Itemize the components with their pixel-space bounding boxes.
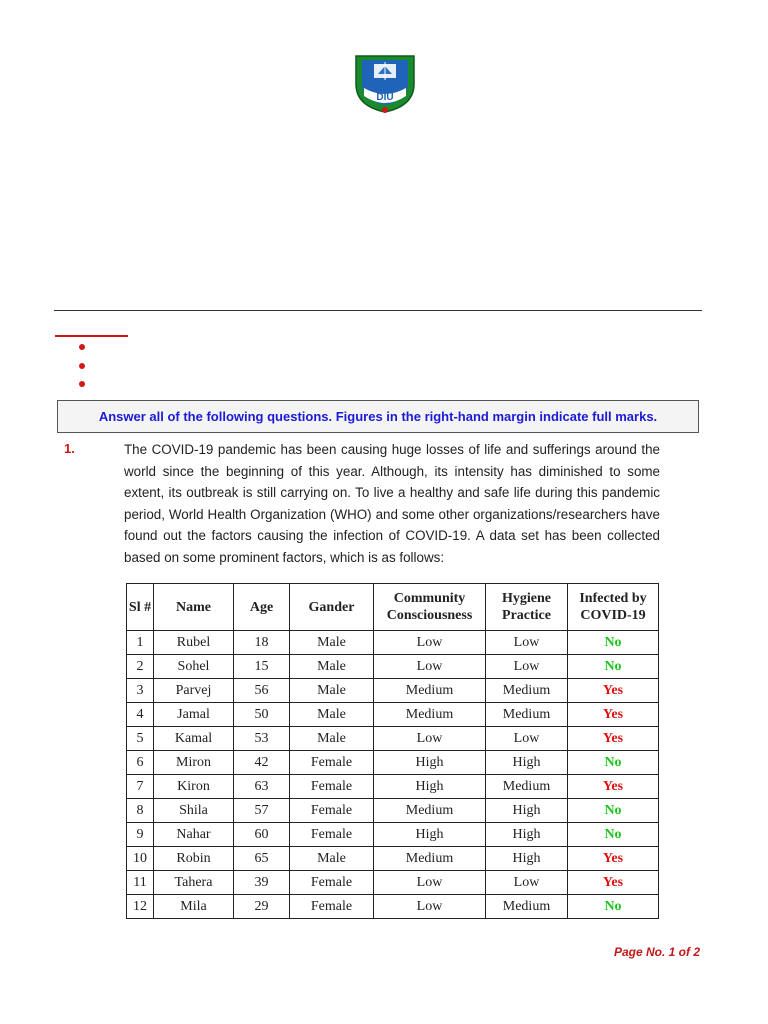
cell-gander: Female	[290, 775, 374, 799]
logo-text: DIU	[376, 92, 394, 103]
cell-sl: 6	[127, 751, 154, 775]
red-underline	[55, 335, 128, 337]
cell-hygiene: Low	[486, 727, 568, 751]
cell-sl: 12	[127, 895, 154, 919]
cell-infected: Yes	[568, 847, 659, 871]
cell-infected: No	[568, 823, 659, 847]
cell-age: 57	[234, 799, 290, 823]
bullet-point	[79, 381, 85, 387]
cell-infected: Yes	[568, 871, 659, 895]
cell-hygiene: High	[486, 751, 568, 775]
cell-name: Shila	[154, 799, 234, 823]
cell-name: Parvej	[154, 679, 234, 703]
table-row	[127, 655, 659, 679]
cell-infected: No	[568, 799, 659, 823]
cell-community: High	[374, 823, 486, 847]
table-body	[127, 631, 659, 919]
cell-infected: Yes	[568, 775, 659, 799]
cell-age: 50	[234, 703, 290, 727]
cell-sl: 9	[127, 823, 154, 847]
cell-infected: No	[568, 751, 659, 775]
table-row	[127, 751, 659, 775]
table-row	[127, 703, 659, 727]
table-row	[127, 775, 659, 799]
cell-community: Low	[374, 895, 486, 919]
question-number: 1.	[64, 441, 75, 456]
cell-gander: Male	[290, 679, 374, 703]
table-row	[127, 727, 659, 751]
cell-infected: No	[568, 895, 659, 919]
cell-hygiene: Low	[486, 871, 568, 895]
table-row	[127, 679, 659, 703]
cell-age: 65	[234, 847, 290, 871]
cell-age: 29	[234, 895, 290, 919]
table-header-row	[127, 584, 659, 631]
cell-age: 42	[234, 751, 290, 775]
cell-sl: 1	[127, 631, 154, 655]
table-row	[127, 895, 659, 919]
cell-sl: 3	[127, 679, 154, 703]
header-age: Age	[234, 584, 290, 631]
cell-age: 15	[234, 655, 290, 679]
question-text: The COVID-19 pandemic has been causing huge losses of life and sufferings around the world since the beginning of this year. Although, its intensity has diminished to some extent, its outbreak is still carrying on. To live a healthy and safe life during this pandemic period, World Health Organization (WHO) and some other organizations/researchers have found out the factors causing the infection of COVID-19. A data set has been collected based on some prominent factors, which is as follows:	[124, 442, 660, 565]
cell-gander: Male	[290, 655, 374, 679]
cell-name: Rubel	[154, 631, 234, 655]
cell-community: Medium	[374, 799, 486, 823]
table-row	[127, 847, 659, 871]
cell-name: Miron	[154, 751, 234, 775]
bullet-point	[79, 344, 85, 350]
cell-infected: Yes	[568, 727, 659, 751]
university-shield-icon	[350, 50, 420, 114]
cell-community: High	[374, 775, 486, 799]
cell-community: High	[374, 751, 486, 775]
cell-name: Sohel	[154, 655, 234, 679]
cell-sl: 4	[127, 703, 154, 727]
header-sl: Sl #	[127, 584, 154, 631]
cell-infected: No	[568, 655, 659, 679]
table-row	[127, 631, 659, 655]
covid-data-table	[126, 583, 659, 919]
cell-community: Medium	[374, 679, 486, 703]
cell-hygiene: Medium	[486, 895, 568, 919]
cell-gander: Female	[290, 871, 374, 895]
header-infected: Infected by COVID-19	[568, 584, 659, 631]
cell-name: Nahar	[154, 823, 234, 847]
cell-age: 56	[234, 679, 290, 703]
table-row	[127, 799, 659, 823]
header-name: Name	[154, 584, 234, 631]
cell-community: Medium	[374, 703, 486, 727]
cell-gander: Male	[290, 631, 374, 655]
cell-name: Kiron	[154, 775, 234, 799]
cell-name: Mila	[154, 895, 234, 919]
cell-age: 39	[234, 871, 290, 895]
cell-name: Robin	[154, 847, 234, 871]
header-hygiene-practice: Hygiene Practice	[486, 584, 568, 631]
cell-infected: No	[568, 631, 659, 655]
cell-sl: 11	[127, 871, 154, 895]
cell-age: 63	[234, 775, 290, 799]
university-logo	[350, 50, 420, 114]
cell-community: Low	[374, 871, 486, 895]
cell-gander: Male	[290, 847, 374, 871]
cell-sl: 5	[127, 727, 154, 751]
cell-infected: Yes	[568, 703, 659, 727]
cell-age: 53	[234, 727, 290, 751]
cell-infected: Yes	[568, 679, 659, 703]
cell-hygiene: High	[486, 799, 568, 823]
cell-age: 18	[234, 631, 290, 655]
cell-sl: 8	[127, 799, 154, 823]
instruction-text: Answer all of the following questions. Figures in the right-hand margin indicate full marks.	[98, 409, 658, 424]
cell-name: Tahera	[154, 871, 234, 895]
page-number: Page No. 1 of 2	[613, 945, 700, 959]
header-gander: Gander	[290, 584, 374, 631]
cell-sl: 2	[127, 655, 154, 679]
cell-community: Medium	[374, 847, 486, 871]
cell-hygiene: Low	[486, 655, 568, 679]
cell-community: Low	[374, 727, 486, 751]
cell-gander: Female	[290, 823, 374, 847]
header-community-consciousness: Community Consciousness	[374, 584, 486, 631]
cell-hygiene: Medium	[486, 679, 568, 703]
horizontal-rule	[54, 310, 702, 311]
cell-age: 60	[234, 823, 290, 847]
cell-hygiene: Low	[486, 631, 568, 655]
cell-hygiene: Medium	[486, 775, 568, 799]
cell-name: Jamal	[154, 703, 234, 727]
cell-gander: Male	[290, 703, 374, 727]
table-row	[127, 823, 659, 847]
cell-gander: Female	[290, 751, 374, 775]
cell-gander: Female	[290, 799, 374, 823]
cell-hygiene: High	[486, 823, 568, 847]
cell-sl: 10	[127, 847, 154, 871]
instruction-box	[57, 400, 699, 433]
table-row	[127, 871, 659, 895]
cell-sl: 7	[127, 775, 154, 799]
cell-community: Low	[374, 655, 486, 679]
cell-community: Low	[374, 631, 486, 655]
cell-hygiene: High	[486, 847, 568, 871]
cell-name: Kamal	[154, 727, 234, 751]
cell-gander: Female	[290, 895, 374, 919]
cell-gander: Male	[290, 727, 374, 751]
bullet-point	[79, 363, 85, 369]
cell-hygiene: Medium	[486, 703, 568, 727]
